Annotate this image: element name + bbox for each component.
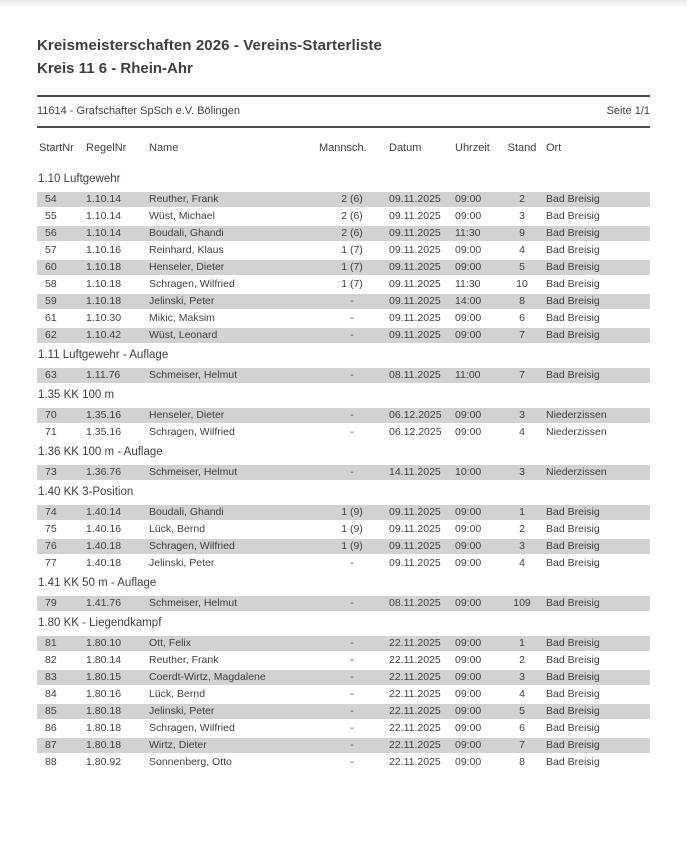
cell-uhrzeit: 09:00 [455, 210, 482, 222]
section-heading: 1.41 KK 50 m - Auflage [38, 577, 157, 589]
cell-datum: 22.11.2025 [389, 671, 441, 683]
cell-mannsch: - [350, 312, 354, 324]
cell-uhrzeit: 11:30 [455, 227, 481, 239]
cell-name: Wüst, Leonard [149, 329, 218, 341]
cell-mannsch: - [350, 637, 354, 649]
cell-name: Schragen, Wilfried [149, 426, 235, 438]
cell-uhrzeit: 09:00 [455, 506, 482, 518]
section-heading: 1.11 Luftgewehr - Auflage [38, 349, 169, 361]
cell-mannsch: 1 (9) [341, 540, 363, 552]
cell-datum: 14.11.2025 [389, 466, 441, 478]
cell-datum: 09.11.2025 [389, 295, 441, 307]
table-row [37, 704, 650, 719]
cell-name: Ott, Felix [149, 637, 192, 649]
cell-datum: 22.11.2025 [389, 654, 441, 666]
cell-stand: 2 [519, 193, 525, 205]
cell-ort: Bad Breisig [546, 523, 600, 535]
cell-stand: 10 [516, 278, 528, 290]
cell-name: Schragen, Wilfried [149, 540, 235, 552]
section-heading: 1.40 KK 3-Position [38, 486, 134, 498]
col-header-ort: Ort [546, 142, 562, 154]
cell-datum: 09.11.2025 [389, 210, 441, 222]
cell-startnr: 57 [45, 244, 57, 256]
cell-mannsch: - [350, 739, 354, 751]
cell-datum: 09.11.2025 [389, 278, 441, 290]
cell-startnr: 63 [45, 369, 57, 381]
cell-startnr: 58 [45, 278, 57, 290]
cell-stand: 3 [519, 409, 525, 421]
cell-name: Reuther, Frank [149, 193, 219, 205]
cell-datum: 08.11.2025 [389, 597, 441, 609]
cell-uhrzeit: 09:00 [455, 722, 482, 734]
col-header-regelnr: RegelNr [86, 142, 127, 154]
table-row [37, 328, 650, 343]
cell-datum: 09.11.2025 [389, 193, 441, 205]
cell-name: Schmeiser, Helmut [149, 597, 238, 609]
table-row [37, 596, 650, 611]
cell-name: Schragen, Wilfried [149, 722, 235, 734]
cell-regelnr: 1.10.18 [86, 278, 122, 290]
cell-startnr: 83 [45, 671, 57, 683]
cell-datum: 09.11.2025 [389, 540, 441, 552]
cell-stand: 1 [519, 506, 525, 518]
cell-stand: 6 [519, 722, 525, 734]
cell-startnr: 59 [45, 295, 57, 307]
cell-regelnr: 1.11.76 [86, 369, 121, 381]
cell-mannsch: - [350, 688, 354, 700]
table-row [37, 738, 650, 753]
cell-regelnr: 1.80.10 [86, 637, 122, 649]
cell-startnr: 71 [45, 426, 57, 438]
cell-ort: Bad Breisig [546, 227, 600, 239]
section-heading: 1.80 KK - Liegendkampf [38, 617, 162, 629]
cell-stand: 4 [519, 244, 525, 256]
section-heading: 1.36 KK 100 m - Auflage [38, 446, 163, 458]
table-row [37, 670, 650, 685]
cell-regelnr: 1.10.14 [86, 227, 122, 239]
cell-regelnr: 1.41.76 [86, 597, 122, 609]
table-row [37, 687, 650, 702]
cell-datum: 09.11.2025 [389, 244, 441, 256]
cell-uhrzeit: 09:00 [455, 193, 482, 205]
cell-stand: 3 [519, 210, 525, 222]
cell-mannsch: 2 (6) [341, 227, 363, 239]
cell-stand: 4 [519, 426, 525, 438]
cell-mannsch: - [350, 557, 354, 569]
cell-ort: Bad Breisig [546, 329, 600, 341]
cell-mannsch: - [350, 409, 354, 421]
cell-uhrzeit: 14:00 [455, 295, 482, 307]
cell-regelnr: 1.35.16 [86, 409, 122, 421]
section-heading: 1.10 Luftgewehr [38, 173, 121, 185]
cell-stand: 9 [519, 227, 525, 239]
cell-uhrzeit: 09:00 [455, 540, 482, 552]
cell-regelnr: 1.80.18 [86, 739, 122, 751]
cell-datum: 22.11.2025 [389, 739, 441, 751]
cell-mannsch: - [350, 756, 354, 768]
table-row [37, 226, 650, 241]
cell-datum: 09.11.2025 [389, 329, 441, 341]
cell-mannsch: - [350, 329, 354, 341]
table-row [37, 243, 650, 258]
cell-ort: Niederzissen [546, 409, 607, 421]
cell-startnr: 77 [45, 557, 57, 569]
cell-regelnr: 1.10.14 [86, 193, 122, 205]
cell-datum: 09.11.2025 [389, 557, 441, 569]
cell-ort: Bad Breisig [546, 506, 600, 518]
cell-startnr: 61 [45, 312, 57, 324]
page-title: Kreismeisterschaften 2026 - Vereins-Starterliste [37, 37, 382, 54]
table-row [37, 425, 650, 440]
cell-startnr: 60 [45, 261, 57, 273]
table-row [37, 505, 650, 520]
cell-stand: 1 [519, 637, 525, 649]
cell-uhrzeit: 09:00 [455, 671, 482, 683]
cell-ort: Bad Breisig [546, 637, 600, 649]
cell-regelnr: 1.35.16 [86, 426, 122, 438]
cell-datum: 22.11.2025 [389, 756, 441, 768]
cell-startnr: 55 [45, 210, 57, 222]
cell-mannsch: - [350, 369, 354, 381]
cell-ort: Bad Breisig [546, 261, 600, 273]
cell-datum: 06.12.2025 [389, 426, 442, 438]
cell-mannsch: - [350, 722, 354, 734]
cell-stand: 4 [519, 688, 525, 700]
cell-regelnr: 1.40.14 [86, 506, 122, 518]
table-row [37, 556, 650, 571]
cell-ort: Bad Breisig [546, 557, 600, 569]
table-row [37, 209, 650, 224]
cell-datum: 22.11.2025 [389, 688, 441, 700]
cell-ort: Bad Breisig [546, 705, 600, 717]
cell-uhrzeit: 09:00 [455, 756, 482, 768]
cell-regelnr: 1.80.92 [86, 756, 122, 768]
cell-uhrzeit: 09:00 [455, 637, 482, 649]
cell-name: Schmeiser, Helmut [149, 369, 238, 381]
cell-datum: 09.11.2025 [389, 506, 441, 518]
table-row [37, 368, 650, 383]
divider-bottom [37, 126, 650, 128]
cell-ort: Bad Breisig [546, 739, 600, 751]
cell-stand: 7 [519, 739, 525, 751]
cell-uhrzeit: 09:00 [455, 597, 482, 609]
cell-stand: 5 [519, 261, 525, 273]
table-row [37, 192, 650, 207]
cell-stand: 2 [519, 523, 525, 535]
cell-name: Lück, Bernd [149, 688, 206, 700]
page-top-edge [0, 0, 687, 7]
cell-datum: 22.11.2025 [389, 705, 441, 717]
cell-datum: 09.11.2025 [389, 227, 441, 239]
page-indicator: Seite 1/1 [606, 105, 650, 117]
cell-stand: 3 [519, 466, 525, 478]
cell-datum: 06.12.2025 [389, 409, 442, 421]
table-row [37, 294, 650, 309]
cell-stand: 8 [519, 295, 525, 307]
cell-startnr: 81 [45, 637, 57, 649]
cell-name: Wirtz, Dieter [149, 739, 207, 751]
cell-name: Boudali, Ghandi [149, 227, 224, 239]
cell-name: Jelinski, Peter [149, 295, 215, 307]
cell-ort: Bad Breisig [546, 654, 600, 666]
cell-datum: 09.11.2025 [389, 523, 441, 535]
col-header-name: Name [149, 142, 179, 154]
cell-mannsch: - [350, 671, 354, 683]
cell-regelnr: 1.80.14 [86, 654, 122, 666]
cell-datum: 22.11.2025 [389, 722, 441, 734]
cell-ort: Bad Breisig [546, 597, 600, 609]
cell-startnr: 79 [45, 597, 57, 609]
club-header-row [37, 104, 650, 118]
table-row [37, 260, 650, 275]
table-row [37, 539, 650, 554]
cell-mannsch: - [350, 705, 354, 717]
cell-name: Henseler, Dieter [149, 261, 225, 273]
cell-mannsch: 2 (6) [341, 193, 363, 205]
cell-regelnr: 1.10.14 [86, 210, 122, 222]
cell-stand: 4 [519, 557, 525, 569]
cell-ort: Bad Breisig [546, 671, 600, 683]
col-header-stand: Stand [507, 142, 537, 154]
cell-regelnr: 1.10.16 [86, 244, 122, 256]
cell-name: Mikic, Maksim [149, 312, 215, 324]
cell-ort: Niederzissen [546, 426, 607, 438]
cell-uhrzeit: 09:00 [455, 261, 482, 273]
col-header-startnr: StartNr [39, 142, 74, 154]
cell-uhrzeit: 11:30 [455, 278, 481, 290]
cell-stand: 8 [519, 756, 525, 768]
document-page [0, 36, 687, 770]
cell-ort: Bad Breisig [546, 210, 600, 222]
cell-stand: 6 [519, 312, 525, 324]
cell-mannsch: 1 (9) [341, 523, 363, 535]
cell-ort: Bad Breisig [546, 244, 600, 256]
cell-startnr: 54 [45, 193, 57, 205]
cell-mannsch: - [350, 654, 354, 666]
col-header-mannsch: Mannsch. [319, 142, 367, 154]
cell-uhrzeit: 09:00 [455, 426, 482, 438]
cell-uhrzeit: 11:00 [455, 369, 481, 381]
cell-stand: 7 [519, 329, 525, 341]
cell-mannsch: 1 (7) [341, 261, 363, 273]
divider-top [37, 95, 650, 97]
cell-stand: 5 [519, 705, 525, 717]
cell-startnr: 62 [45, 329, 57, 341]
cell-datum: 09.11.2025 [389, 261, 441, 273]
table-row [37, 653, 650, 668]
cell-startnr: 84 [45, 688, 57, 700]
cell-startnr: 88 [45, 756, 57, 768]
cell-startnr: 74 [45, 506, 57, 518]
cell-ort: Bad Breisig [546, 193, 600, 205]
cell-name: Jelinski, Peter [149, 705, 215, 717]
cell-startnr: 86 [45, 722, 57, 734]
club-label: 11614 - Grafschafter SpSch e.V. Bölingen [37, 105, 241, 117]
cell-regelnr: 1.80.16 [86, 688, 122, 700]
cell-uhrzeit: 09:00 [455, 705, 482, 717]
cell-uhrzeit: 09:00 [455, 523, 482, 535]
cell-name: Jelinski, Peter [149, 557, 215, 569]
cell-regelnr: 1.10.30 [86, 312, 122, 324]
cell-name: Henseler, Dieter [149, 409, 225, 421]
cell-uhrzeit: 09:00 [455, 739, 482, 751]
table-row [37, 755, 650, 770]
cell-ort: Bad Breisig [546, 688, 600, 700]
cell-ort: Bad Breisig [546, 312, 600, 324]
table-row [37, 721, 650, 736]
cell-ort: Bad Breisig [546, 722, 600, 734]
cell-uhrzeit: 10:00 [455, 466, 482, 478]
cell-uhrzeit: 09:00 [455, 688, 482, 700]
cell-name: Reuther, Frank [149, 654, 219, 666]
cell-stand: 7 [519, 369, 525, 381]
table-row [37, 277, 650, 292]
cell-regelnr: 1.80.18 [86, 722, 122, 734]
table-row [37, 522, 650, 537]
cell-mannsch: 1 (9) [341, 506, 363, 518]
starter-list-table [37, 171, 650, 770]
cell-ort: Bad Breisig [546, 295, 600, 307]
cell-ort: Bad Breisig [546, 278, 600, 290]
cell-name: Schragen, Wilfried [149, 278, 235, 290]
cell-mannsch: - [350, 426, 354, 438]
table-row [37, 636, 650, 651]
cell-datum: 08.11.2025 [389, 369, 441, 381]
cell-name: Wüst, Michael [149, 210, 215, 222]
col-header-datum: Datum [389, 142, 422, 154]
cell-datum: 22.11.2025 [389, 637, 441, 649]
table-row [37, 311, 650, 326]
cell-uhrzeit: 09:00 [455, 557, 482, 569]
cell-regelnr: 1.40.18 [86, 540, 122, 552]
cell-regelnr: 1.10.42 [86, 329, 122, 341]
cell-stand: 109 [513, 597, 531, 609]
page-subtitle: Kreis 11 6 - Rhein-Ahr [37, 60, 193, 77]
cell-mannsch: - [350, 597, 354, 609]
cell-regelnr: 1.10.18 [86, 261, 122, 273]
cell-startnr: 82 [45, 654, 57, 666]
cell-name: Boudali, Ghandi [149, 506, 224, 518]
cell-regelnr: 1.10.18 [86, 295, 122, 307]
cell-startnr: 76 [45, 540, 57, 552]
cell-regelnr: 1.80.18 [86, 705, 122, 717]
cell-mannsch: 2 (6) [341, 210, 363, 222]
cell-ort: Bad Breisig [546, 369, 600, 381]
cell-name: Sonnenberg, Otto [149, 756, 232, 768]
cell-regelnr: 1.40.18 [86, 557, 122, 569]
cell-ort: Bad Breisig [546, 756, 600, 768]
cell-name: Schmeiser, Helmut [149, 466, 238, 478]
cell-mannsch: 1 (7) [341, 244, 363, 256]
cell-mannsch: - [350, 466, 354, 478]
cell-startnr: 75 [45, 523, 57, 535]
cell-uhrzeit: 09:00 [455, 654, 482, 666]
cell-uhrzeit: 09:00 [455, 409, 482, 421]
cell-uhrzeit: 09:00 [455, 244, 482, 256]
cell-uhrzeit: 09:00 [455, 312, 482, 324]
cell-startnr: 70 [45, 409, 57, 421]
cell-mannsch: - [350, 295, 354, 307]
cell-stand: 2 [519, 654, 525, 666]
cell-name: Reinhard, Klaus [149, 244, 224, 256]
cell-stand: 3 [519, 540, 525, 552]
cell-regelnr: 1.36.76 [86, 466, 122, 478]
table-row [37, 408, 650, 423]
cell-stand: 3 [519, 671, 525, 683]
section-heading: 1.35 KK 100 m [38, 389, 115, 401]
cell-ort: Niederzissen [546, 466, 607, 478]
cell-regelnr: 1.80.15 [86, 671, 122, 683]
cell-name: Coerdt-Wirtz, Magdalene [149, 671, 266, 683]
cell-uhrzeit: 09:00 [455, 329, 482, 341]
cell-ort: Bad Breisig [546, 540, 600, 552]
cell-regelnr: 1.40.16 [86, 523, 122, 535]
cell-name: Lück, Bernd [149, 523, 206, 535]
col-header-uhrzeit: Uhrzeit [455, 142, 490, 154]
cell-startnr: 85 [45, 705, 57, 717]
cell-startnr: 56 [45, 227, 57, 239]
column-header-row [37, 141, 650, 155]
cell-datum: 09.11.2025 [389, 312, 441, 324]
cell-mannsch: 1 (7) [341, 278, 363, 290]
cell-startnr: 87 [45, 739, 57, 751]
cell-startnr: 73 [45, 466, 57, 478]
table-row [37, 465, 650, 480]
